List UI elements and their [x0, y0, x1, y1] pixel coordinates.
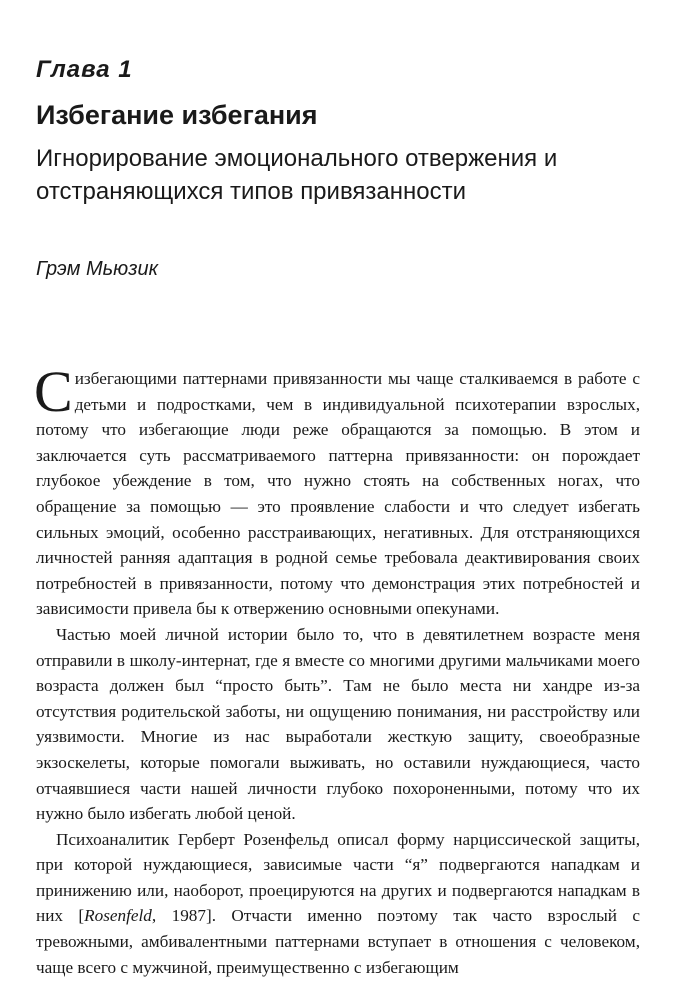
citation-author: Rosenfeld [84, 906, 152, 926]
body-text [34, 359, 640, 980]
paragraph-2: Частью моей личной истории было то, что в девятилетнем возрасте меня отправили в школу-интернат, где я вместе со многими другими мальчиками моего возраста должен был “просто быть”. Там не было места ни хандре из-за отсутствия родительской заботы, ни ощущению понимания, ни расстройству или уязвимости. Многие из нас выработали жесткую защиту, своеобразные экзоскелеты, которые помогали выживать, но оставили нуждающиеся, часто отчаявшиеся части нашей личности глубоко похороненными, потому что их нужно было избегать любой ценой. [36, 624, 640, 824]
paragraph-1-text: избегающими паттернами привязанности мы чаще сталкиваемся в работе с детьми и подростками, чем в индивидуальной психотерапии взрослых, потому что избегающие люди реже обращаются за помощью. В этом и заключается суть рассматриваемого паттерна привязанности: он порождает глубокое убеждение в том, что нужно стоять на собственных ногах, что обращение за помощью — это проявление слабости и что следует избегать сильных эмоций, особенно расстраивающих, негативных. Для отстраняющихся личностей ранняя адаптация в родной семье требовала деактивирования своих потребностей в привязанности, потому что демонстрация этих потребностей и зависимости привела бы к отвержению основными опекунами. [36, 369, 640, 619]
chapter-title: Избегание избегания [36, 100, 318, 130]
chapter-label: Глава 1 [36, 56, 133, 83]
paragraph-1 [34, 359, 640, 622]
chapter-author: Грэм Мьюзик [36, 258, 159, 280]
paragraph-3-text-after: , 1987]. Отчасти именно поэтому так часто взрослый с тревожными, амбивалентными паттернами вступает в отношения с человеком, чаще всего с мужчиной, преимущественно с избегающим [36, 906, 640, 977]
paragraph-3 [36, 827, 640, 981]
paragraph-3-text-before: Психоаналитик Герберт Розенфельд описал форму нарциссической защиты, при которой нуждающиеся, зависимые части “я” подвергаются нападкам и принижению или, наоборот, проецируются на других и подвергаются нападкам в них [ [36, 829, 640, 926]
chapter-subtitle: Игнорирование эмоционального отвержения и отстраняющихся типов привязанности [36, 145, 558, 205]
drop-cap: С [34, 359, 73, 424]
